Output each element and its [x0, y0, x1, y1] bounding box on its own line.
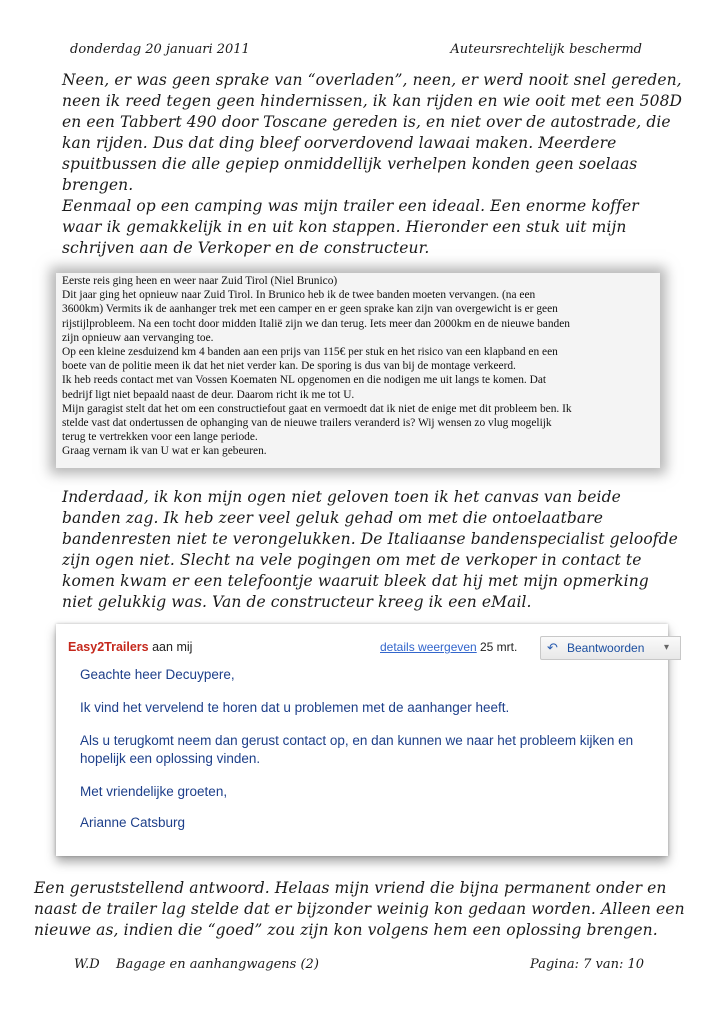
email-header [68, 636, 668, 660]
letter-line: Op een kleine zesduizend km 4 banden aan een prijs van 115€ per stuk en het risico van een klapband en een [62, 346, 558, 359]
letter-line: 3600km) Vermits ik de aanhanger trek met een camper en er geen sprake kan zijn van overgewicht is er geen [62, 303, 558, 316]
letter-line: Mijn garagist stelt dat het om een constructiefout gaat en vermoedt dat ik niet de enige met dit probleem ben. Ik [62, 402, 572, 415]
email-line: Als u terugkomt neem dan gerust contact op, en dan kunnen we naar het probleem kijken en [80, 733, 634, 748]
footer-page-number: Pagina: 7 van: 10 [530, 957, 644, 972]
header-date: donderdag 20 januari 2011 [70, 42, 250, 57]
email-signature: Arianne Catsburg [80, 815, 186, 830]
letter-line: bedrijf ligt niet bepaald naast de deur. Daarom richt ik me tot U. [62, 388, 355, 401]
letter-line: terug te vertrekken voor een lange periode. [62, 431, 258, 444]
email-date: 25 mrt. [480, 640, 518, 654]
paragraph-line: nieuwe as, indien die “goed” zou zijn kon volgens hem een oplossing brengen. [34, 921, 658, 939]
letter-line: rijstijlprobleem. Na een tocht door midden Italië zijn we dan terug. Iets meer dan 2000km en de nieuwe banden [62, 317, 570, 330]
paragraph-line: bandenresten niet te verongelukken. De Italiaanse bandenspecialist geloofde [62, 530, 678, 548]
paragraph-line: waar ik gemakkelijk in en uit kon stappen. Hieronder een stuk uit mijn [62, 218, 627, 236]
letter-line: boete van de politie meen ik dat het niet verder kan. De sporing is dus van bij de montage verkeerd. [62, 360, 516, 373]
dropdown-arrow-icon: ▾ [664, 642, 670, 653]
letter-line: stelde vast dat ondertussen de ophanging van de nieuwe trailers veranderd is? Wij wensen zo vlug mogelijk [62, 417, 552, 430]
paragraph-line: Neen, er was geen sprake van “overladen”, neen, er werd nooit snel gereden, [62, 71, 682, 89]
sender-name[interactable]: Easy2Trailers [68, 640, 149, 654]
recipient-label: aan mij [152, 640, 193, 654]
email-sender [68, 640, 192, 654]
details-link[interactable]: details weergeven [380, 640, 477, 654]
paragraph-line: schrijven aan de Verkoper en de constructeur. [62, 239, 430, 257]
reply-button-label: Beantwoorden [567, 641, 645, 655]
reply-button[interactable] [540, 636, 660, 660]
paragraph-intro [62, 70, 683, 259]
paragraph-line: naast de trailer lag stelde dat er bijzonder weinig kon gedaan worden. Alleen een [34, 900, 685, 918]
email-line: hopelijk een oplossing vinden. [80, 751, 261, 766]
email-closing: Met vriendelijke groeten, [80, 784, 228, 799]
letter-line: zijn opnieuw aan vervanging toe. [62, 331, 214, 344]
letter-line: Eerste reis ging heen en weer naar Zuid Tirol (Niel Brunico) [62, 275, 338, 287]
footer-author: W.D [74, 957, 100, 972]
paragraph-line: zijn ogen niet. Slecht na vele pogingen om met de verkoper in contact te [62, 551, 642, 569]
letter-line: Graag vernam ik van U wat er kan gebeuren. [62, 445, 267, 458]
email-greeting: Geachte heer Decuypere, [80, 667, 235, 682]
paragraph-line: neen ik reed tegen geen hindernissen, ik kan rijden en wie ooit met een 508D [62, 92, 683, 110]
more-actions-button[interactable] [658, 636, 681, 660]
letter-line: Dit jaar ging het opnieuw naar Zuid Tirol. In Brunico heb ik de twee banden moeten vervangen. (na een [62, 289, 536, 302]
paragraph-line: en een Tabbert 490 door Toscane gereden is, en niet over de autostrade, die [62, 113, 671, 131]
letter-line: Ik heb reeds contact met van Vossen Koematen NL opgenomen en die nodigen me uit langs te komen. Dat [62, 374, 547, 387]
email-line: Ik vind het vervelend te horen dat u problemen met de aanhanger heeft. [80, 700, 510, 715]
footer-title: Bagage en aanhangwagens (2) [116, 957, 319, 972]
paragraph-middle [62, 487, 678, 613]
paragraph-line: Inderdaad, ik kon mijn ogen niet geloven toen ik het canvas van beide [62, 488, 621, 506]
paragraph-line: brengen. [62, 176, 134, 194]
paragraph-line: Eenmaal op een camping was mijn trailer een ideaal. Een enorme koffer [62, 197, 639, 215]
paragraph-line: kan rijden. Dus dat ding bleef oorverdovend lawaai maken. Meerdere [62, 134, 617, 152]
paragraph-closing [34, 878, 685, 941]
paragraph-line: spuitbussen die alle gepiep onmiddellijk verhelpen konden geen soelaas [62, 155, 638, 173]
letter-excerpt [62, 274, 662, 459]
paragraph-line: Een geruststellend antwoord. Helaas mijn vriend die bijna permanent onder en [34, 879, 667, 897]
paragraph-line: banden zag. Ik heb zeer veel geluk gehad om met die ontoelaatbare [62, 509, 604, 527]
header-copyright: Auteursrechtelijk beschermd [450, 42, 642, 57]
paragraph-line: komen kwam er een telefoontje waaruit bleek dat hij met mijn opmerking [62, 572, 649, 590]
paragraph-line: niet gelukkig was. Van de constructeur kreeg ik een eMail. [62, 593, 532, 611]
email-screenshot [56, 624, 668, 856]
reply-arrow-icon: ↶ [547, 640, 558, 655]
